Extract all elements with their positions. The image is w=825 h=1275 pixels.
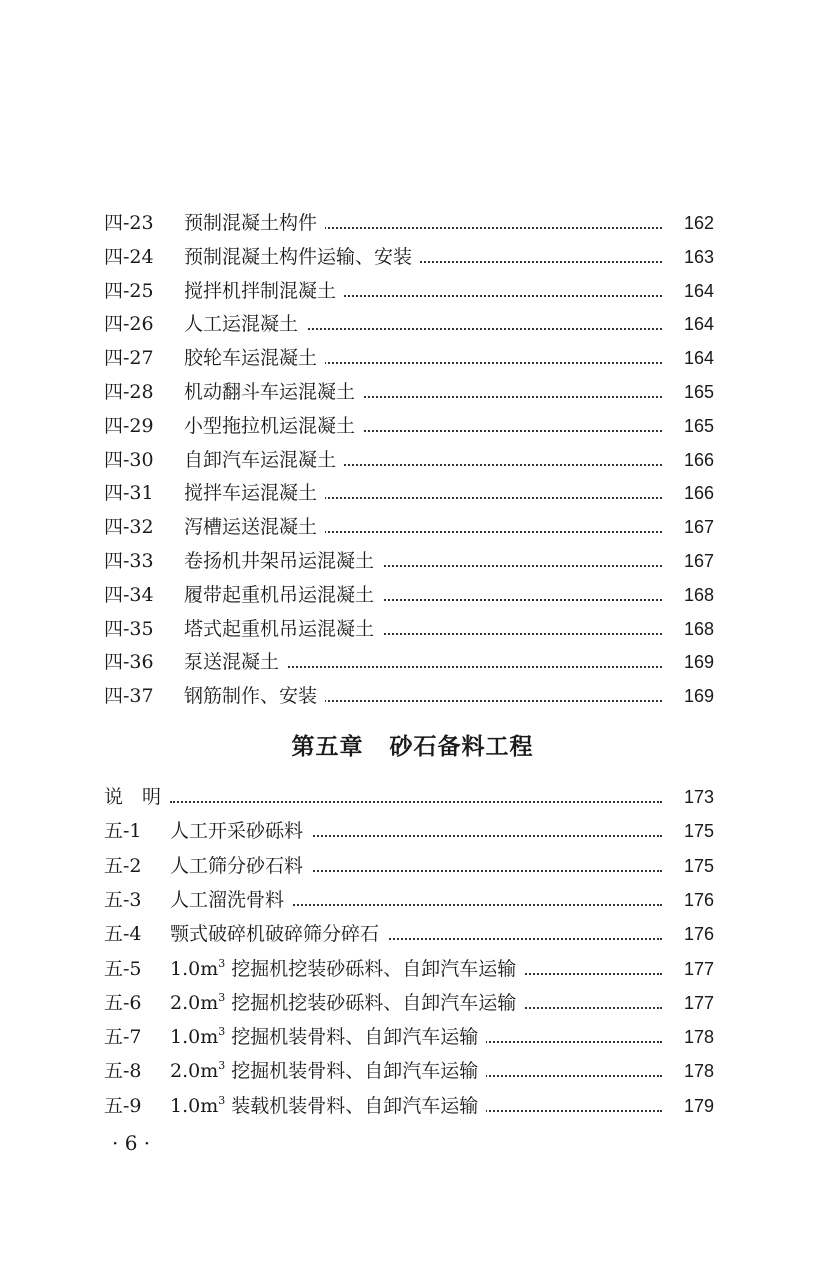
toc-entry-page: 178 [683, 1027, 714, 1048]
toc-entry-title-text: 人工筛分砂石料 [170, 854, 304, 877]
toc-entry [104, 988, 714, 1018]
toc-entry [104, 580, 714, 610]
toc-entry-title-text: 2.0m [170, 991, 219, 1014]
toc-entry-page: 176 [683, 924, 714, 945]
toc-entry [104, 1056, 714, 1086]
toc-entry-page: 176 [683, 889, 714, 910]
toc-entry-superscript: 3 [218, 956, 226, 970]
toc-entry-code: 说 明 [104, 786, 162, 808]
toc-entry [104, 1022, 714, 1052]
toc-entry-title [184, 546, 382, 576]
toc-entry [104, 208, 714, 238]
toc-entry-title-text: 预制混凝土构件 [184, 212, 318, 234]
toc-entry-page: 163 [683, 246, 714, 267]
toc-entry-title [184, 478, 325, 508]
toc-entry [104, 647, 714, 677]
toc-entry-title [184, 377, 363, 407]
toc-entry-title-text: 塔式起重机吊运混凝土 [184, 617, 375, 640]
toc-entry-code: 五-5 [104, 957, 142, 980]
toc-entry [104, 919, 714, 949]
toc-entry-page: 173 [683, 787, 714, 807]
toc-entry-title-text: 预制混凝土构件运输、安装 [184, 245, 413, 268]
toc-entry-page: 177 [683, 958, 714, 979]
toc-entry-page: 166 [683, 449, 714, 470]
toc-entry-superscript: 3 [218, 1025, 226, 1039]
toc-entry-title-text: 胶轮车运混凝土 [184, 347, 318, 370]
toc-entry-code: 五-9 [104, 1094, 142, 1117]
toc-entry-title-text: 履带起重机吊运混凝土 [184, 583, 375, 606]
toc-entry-code: 四-34 [104, 583, 154, 606]
toc-entry-title-text: 搅拌机拌制混凝土 [184, 279, 337, 302]
toc-entry-title-text: 人工开采砂砾料 [170, 820, 304, 843]
toc-entry-title-text: 自卸汽车运混凝土 [184, 448, 337, 471]
toc-entry-page: 166 [683, 483, 714, 504]
toc-leader-dots [170, 801, 662, 803]
toc-entry-page: 167 [683, 517, 714, 538]
toc-entry [104, 681, 714, 711]
toc-entry-page: 168 [683, 618, 714, 639]
toc-entry-page: 167 [683, 551, 714, 571]
toc-entry-page: 164 [683, 348, 714, 369]
toc-entry-title [184, 276, 344, 306]
toc-entry-title [184, 242, 420, 272]
toc-entry-title [184, 445, 344, 475]
toc-entry [104, 816, 714, 846]
toc-entry-code: 五-1 [104, 820, 142, 843]
toc-entry-page: 177 [683, 992, 714, 1013]
toc-entry-page: 162 [683, 213, 714, 233]
toc-entry-title [170, 1091, 486, 1124]
toc-entry-code: 五-7 [104, 1026, 142, 1049]
toc-entry-page: 169 [683, 652, 714, 673]
toc-entry-code: 四-28 [104, 381, 154, 403]
toc-entry-title-rest: 挖掘机装骨料、自卸汽车运输 [231, 1060, 479, 1083]
toc-entry-title [170, 851, 311, 881]
toc-entry-page: 179 [683, 1095, 714, 1116]
toc-entry [104, 851, 714, 881]
page-number: · 6 · [112, 1131, 151, 1155]
toc-entry-page: 168 [683, 584, 714, 605]
toc-entry-page: 178 [683, 1061, 714, 1082]
toc-entry [104, 343, 714, 373]
toc-entry-title-rest: 装载机装骨料、自卸汽车运输 [231, 1094, 479, 1117]
toc-entry-title [184, 681, 325, 711]
toc-entry-page: 175 [683, 821, 714, 842]
toc-entry-code: 四-32 [104, 516, 154, 539]
toc-entry-title-rest: 挖掘机挖装砂砾料、自卸汽车运输 [231, 991, 517, 1014]
toc-entry [104, 512, 714, 542]
toc-entry-title [170, 1056, 486, 1089]
toc-entry-code: 四-25 [104, 279, 154, 302]
toc-entry-code: 五-6 [104, 991, 142, 1014]
toc-entry-title [170, 954, 524, 987]
toc-entry-code: 四-35 [104, 617, 154, 640]
toc-entry-title [170, 1022, 486, 1055]
toc-entry [104, 377, 714, 407]
toc-entry-title-text: 1.0m [170, 957, 219, 980]
toc-entry-code: 四-33 [104, 550, 154, 572]
toc-entry-page: 165 [683, 382, 714, 402]
toc-entry-title-text: 泵送混凝土 [184, 651, 280, 674]
toc-entry [104, 782, 714, 812]
toc-entry-title-text: 人工运混凝土 [184, 313, 299, 336]
toc-entry-title-text: 颚式破碎机破碎筛分碎石 [170, 923, 380, 946]
toc-entry-page: 169 [683, 686, 714, 707]
toc-entry-superscript: 3 [218, 1059, 226, 1073]
toc-entry-title [184, 208, 325, 238]
toc-entry-code: 四-29 [104, 414, 154, 437]
toc-entry-code: 四-26 [104, 313, 154, 336]
toc-entry [104, 885, 714, 915]
toc-entry [104, 1091, 714, 1121]
toc-entry-title [184, 580, 382, 610]
toc-entry-title-text: 小型拖拉机运混凝土 [184, 414, 356, 437]
toc-entry-code: 四-37 [104, 685, 154, 708]
toc-entry [104, 276, 714, 306]
toc-entry-code: 五-2 [104, 854, 142, 877]
toc-entry-title-text: 机动翻斗车运混凝土 [184, 381, 356, 403]
toc-entry-page: 164 [683, 314, 714, 335]
toc-entry-superscript: 3 [218, 990, 226, 1004]
toc-entry-code: 四-31 [104, 482, 154, 505]
toc-entry-title [184, 343, 325, 373]
toc-entry-code: 五-3 [104, 888, 142, 911]
toc-entry-page: 165 [683, 415, 714, 436]
toc-entry-title-text: 人工溜洗骨料 [170, 888, 285, 911]
toc-entry-title [170, 919, 387, 949]
toc-entry-title [184, 411, 363, 441]
toc-entry-title-rest: 挖掘机挖装砂砾料、自卸汽车运输 [231, 957, 517, 980]
toc-entry [104, 546, 714, 576]
toc-entry-code: 四-36 [104, 651, 154, 674]
toc-entry-code: 四-24 [104, 245, 154, 268]
toc-entry [104, 445, 714, 475]
toc-entry [104, 411, 714, 441]
toc-entry-title-text: 1.0m [170, 1094, 219, 1117]
toc-entry-code: 五-8 [104, 1060, 142, 1083]
toc-entry-title-text: 钢筋制作、安装 [184, 685, 318, 708]
toc-entry-title-text: 2.0m [170, 1060, 219, 1083]
toc-entry-page: 164 [683, 280, 714, 301]
toc-entry-title [184, 614, 382, 644]
chapter-heading [0, 730, 825, 764]
toc-entry-title [184, 309, 306, 339]
toc-entry-title-text: 搅拌车运混凝土 [184, 482, 318, 505]
toc-entry-title [170, 885, 292, 915]
toc-entry-code: 五-4 [104, 923, 142, 946]
toc-entry-title [184, 647, 287, 677]
toc-entry-title-text: 卷扬机井架吊运混凝土 [184, 550, 375, 572]
toc-entry-code: 四-27 [104, 347, 154, 370]
toc-entry [104, 614, 714, 644]
toc-entry-code: 四-23 [104, 212, 154, 234]
toc-entry-title-text: 1.0m [170, 1026, 219, 1049]
toc-entry-title-rest: 挖掘机装骨料、自卸汽车运输 [231, 1026, 479, 1049]
toc-entry-title [184, 512, 325, 542]
toc-entry-code: 四-30 [104, 448, 154, 471]
toc-entry [104, 954, 714, 984]
toc-entry-page: 175 [683, 855, 714, 876]
toc-entry [104, 309, 714, 339]
toc-entry-title [170, 988, 524, 1021]
chapter-number: 第五章 [291, 734, 364, 760]
toc-entry-title [170, 816, 311, 846]
toc-entry-superscript: 3 [218, 1093, 226, 1107]
chapter-name: 砂石备料工程 [389, 734, 534, 760]
toc-entry [104, 478, 714, 508]
toc-entry-title-text: 泻槽运送混凝土 [184, 516, 318, 539]
toc-entry [104, 242, 714, 272]
